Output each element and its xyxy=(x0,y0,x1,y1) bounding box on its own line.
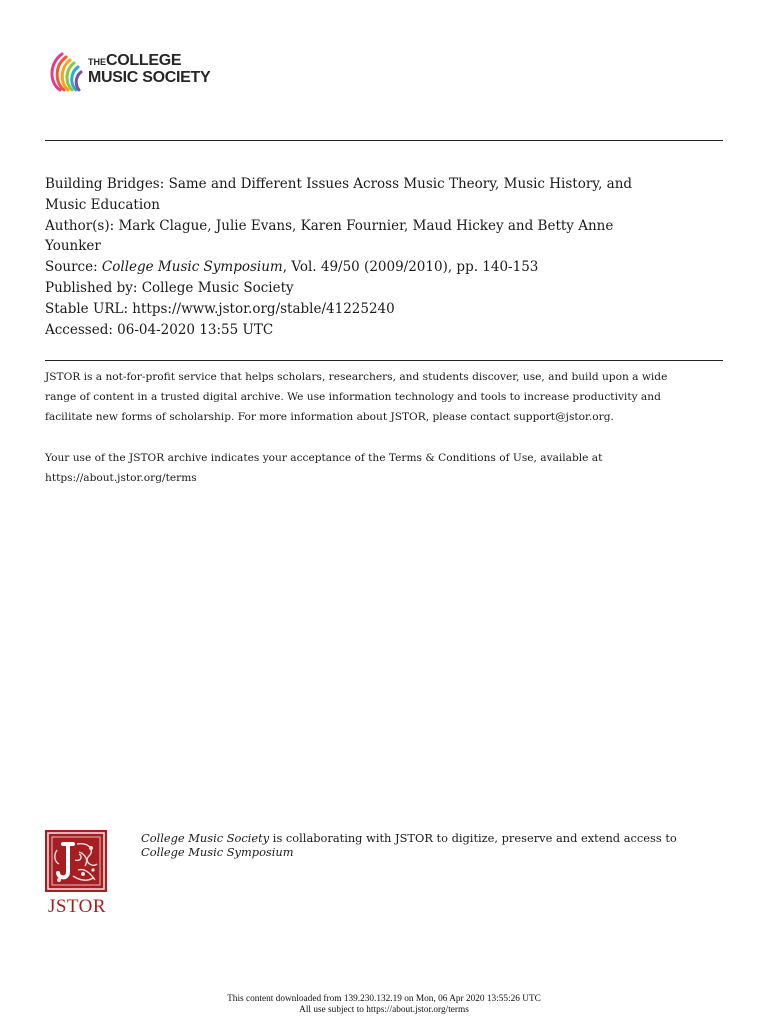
middle-divider xyxy=(45,360,723,361)
authors-line1: Author(s): Mark Clague, Julie Evans, Karen Fournier, Maud Hickey and Betty Anne xyxy=(45,217,614,234)
rainbow-arc-icon xyxy=(48,50,88,94)
footer-download-info: This content downloaded from 139.230.132.19 on Mon, 06 Apr 2020 13:55:26 UTC xyxy=(227,994,541,1004)
collaboration-statement xyxy=(141,831,741,859)
source-journal: College Music Symposium xyxy=(101,259,283,276)
jstor-notice xyxy=(45,367,735,488)
source-line xyxy=(45,257,725,278)
top-divider xyxy=(45,140,723,141)
notice-p2-line1: Your use of the JSTOR archive indicates your acceptance of the Terms & Conditions of Use, available at xyxy=(45,451,603,464)
collaboration-line1 xyxy=(141,831,741,845)
jstor-emblem-icon xyxy=(45,830,107,892)
college-music-society-logo xyxy=(48,50,218,94)
logo-music-society: MUSIC SOCIETY xyxy=(88,69,211,86)
logo-wordmark xyxy=(88,53,210,86)
collaboration-publisher: College Music Society xyxy=(141,831,270,845)
article-title-line1: Building Bridges: Same and Different Issues Across Music Theory, Music History, and xyxy=(45,176,633,192)
source-label: Source: xyxy=(45,259,102,276)
source-details: , Vol. 49/50 (2009/2010), pp. 140-153 xyxy=(282,259,539,276)
published-by: Published by: College Music Society xyxy=(45,279,294,296)
article-title-line2: Music Education xyxy=(45,196,160,213)
article-metadata xyxy=(45,174,725,340)
jstor-wordmark: JSTOR xyxy=(47,896,107,917)
logo-college: COLLEGE xyxy=(106,52,182,69)
stable-url[interactable]: Stable URL: https://www.jstor.org/stable/41225240 xyxy=(45,300,395,317)
notice-p1-line2: range of content in a trusted digital archive. We use information technology and tools to increase productivity and xyxy=(45,391,661,404)
logo-the: THE xyxy=(88,57,106,67)
download-footer xyxy=(0,994,768,1016)
notice-p1-line3: facilitate new forms of scholarship. For more information about JSTOR, please contact support@jstor.org. xyxy=(45,411,614,424)
collaboration-journal: College Music Symposium xyxy=(141,845,294,859)
terms-link[interactable]: https://about.jstor.org/terms xyxy=(45,471,197,484)
notice-paragraph-2 xyxy=(45,448,735,488)
authors-line2: Younker xyxy=(45,238,101,255)
notice-paragraph-1 xyxy=(45,367,735,428)
collaboration-line2 xyxy=(141,845,741,859)
notice-p1-line1: JSTOR is a not-for-profit service that helps scholars, researchers, and students discover, use, and build upon a wide xyxy=(45,371,668,383)
footer-terms: All use subject to https://about.jstor.org/terms xyxy=(299,1005,469,1015)
accessed-date: Accessed: 06-04-2020 13:55 UTC xyxy=(45,321,274,338)
collaboration-text: is collaborating with JSTOR to digitize, preserve and extend access to xyxy=(269,831,677,845)
